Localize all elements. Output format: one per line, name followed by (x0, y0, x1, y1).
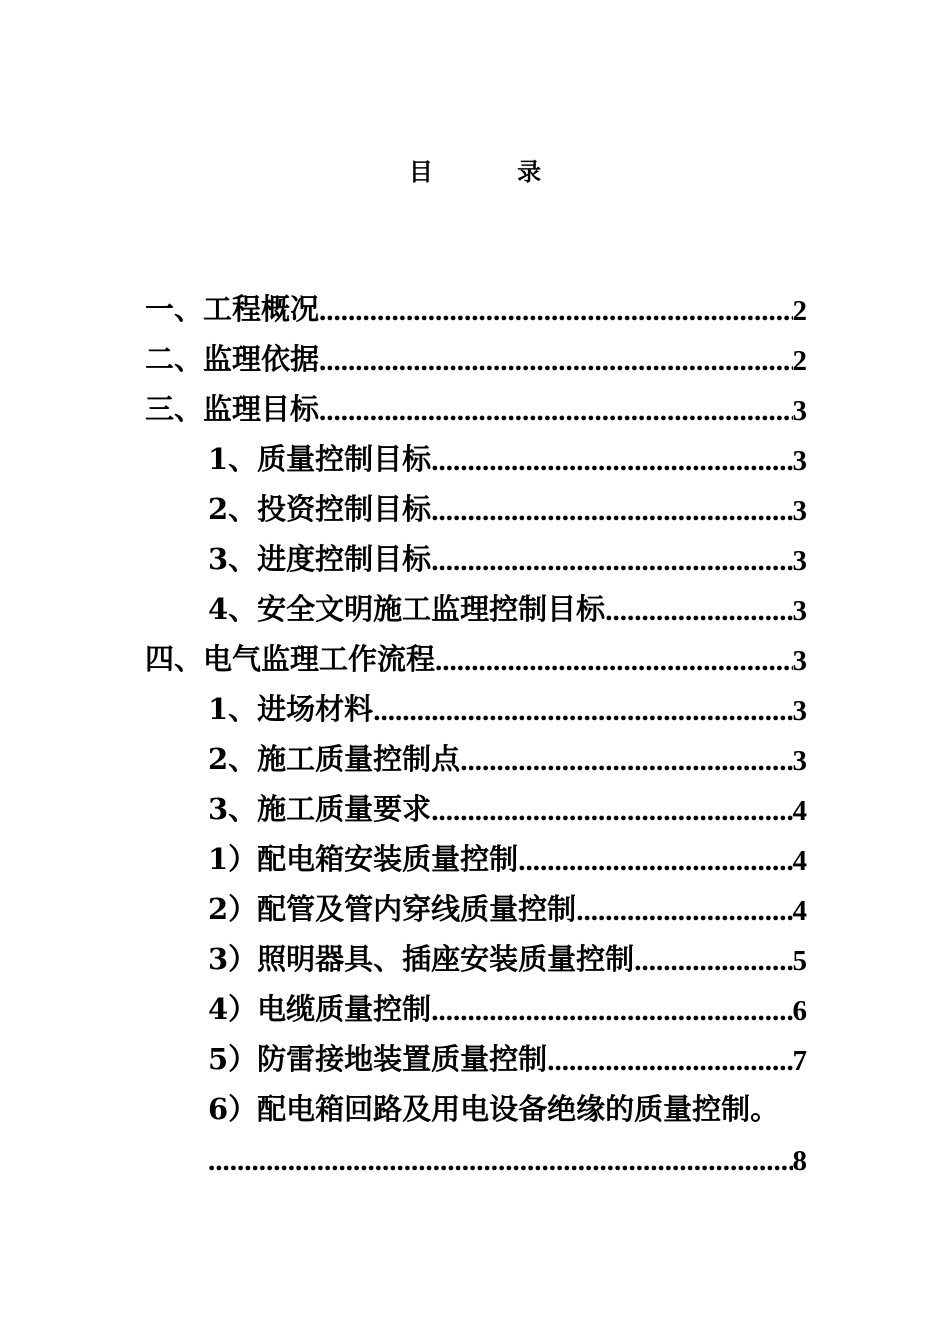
toc-entry-title: 5）防雷接地装置质量控制 (208, 1042, 548, 1076)
toc-entry-title: 二、监理依据 (145, 342, 320, 376)
toc-leader-dots (547, 1045, 792, 1078)
toc-leader-dots (605, 595, 792, 628)
toc-leader-dots (319, 345, 792, 378)
toc-leader-dots (431, 995, 792, 1028)
toc-entry[interactable] (208, 688, 807, 728)
toc-entry-title: 3、施工质量要求 (208, 792, 432, 826)
toc-entry[interactable] (208, 1138, 807, 1178)
toc-leader-dots (431, 495, 792, 528)
toc-page-number: 3 (792, 495, 807, 527)
toc-entry-label[interactable] (208, 1088, 848, 1128)
toc-leader-dots (576, 895, 792, 928)
toc-entry-title: 四、电气监理工作流程 (145, 642, 436, 676)
toc-entry[interactable] (208, 1038, 807, 1078)
toc-entry-title: 2）配管及管内穿线质量控制 (208, 892, 577, 926)
toc-page-number: 3 (792, 745, 807, 777)
toc-entry[interactable] (208, 738, 807, 778)
toc-leader-dots (431, 795, 792, 828)
toc-entry-title: 1、质量控制目标 (208, 442, 432, 476)
toc-leader-dots (208, 1145, 793, 1178)
toc-entry[interactable] (145, 638, 807, 678)
toc-entry-title: 4）电缆质量控制 (208, 992, 432, 1026)
toc-page-number: 2 (792, 345, 807, 377)
toc-page-number: 3 (792, 545, 807, 577)
toc-entry[interactable] (145, 288, 807, 328)
toc-leader-dots (435, 645, 792, 678)
toc-page-number: 4 (792, 845, 807, 877)
toc-entry[interactable] (145, 338, 807, 378)
toc-page-number: 2 (792, 295, 807, 327)
toc-page-number: 3 (792, 445, 807, 477)
toc-entry-title: 2、投资控制目标 (208, 492, 432, 526)
toc-entry[interactable] (208, 888, 807, 928)
toc-leader-dots (431, 445, 792, 478)
toc-entry[interactable] (208, 438, 807, 478)
toc-page-number: 3 (792, 595, 807, 627)
toc-entry-title: 2、施工质量控制点 (208, 742, 461, 776)
toc-page-number: 3 (792, 695, 807, 727)
toc-entry[interactable] (208, 938, 807, 978)
toc-entry-title: 1）配电箱安装质量控制 (208, 842, 519, 876)
toc-entry-title: 三、监理目标 (145, 392, 320, 426)
toc-leader-dots (373, 695, 792, 728)
toc-leader-dots (319, 295, 792, 328)
toc-leader-dots (319, 395, 792, 428)
toc-entry[interactable] (208, 538, 807, 578)
toc-page-number: 4 (792, 895, 807, 927)
toc-entry-title: 一、工程概况 (145, 292, 320, 326)
toc-entry[interactable] (208, 588, 807, 628)
toc-leader-dots (431, 545, 792, 578)
toc-page-number: 3 (792, 645, 807, 677)
toc-entry[interactable] (145, 388, 807, 428)
toc-page-number: 4 (792, 795, 807, 827)
toc-entry[interactable] (208, 788, 807, 828)
toc-entry-title: 4、安全文明施工监理控制目标 (208, 592, 606, 626)
toc-entry-title: 3）照明器具、插座安装质量控制 (208, 942, 635, 976)
toc-page-number: 5 (792, 945, 807, 977)
toc-page-number: 3 (792, 395, 807, 427)
toc-page-number: 7 (792, 1045, 807, 1077)
toc-leader-dots (518, 845, 792, 878)
toc-page-number: 6 (792, 995, 807, 1027)
toc-entry[interactable] (208, 488, 807, 528)
toc-leader-dots (634, 945, 792, 978)
toc-entry-title: 3、进度控制目标 (208, 542, 432, 576)
toc-leader-dots (460, 745, 792, 778)
toc-entry[interactable] (208, 988, 807, 1028)
toc-entry-title: 6）配电箱回路及用电设备绝缘的质量控制。 (208, 1092, 780, 1126)
page-title: 目 录 (408, 157, 580, 186)
toc-entry-title: 1、进场材料 (208, 692, 374, 726)
toc-entry[interactable] (208, 838, 807, 878)
toc-page-number: 8 (792, 1145, 807, 1177)
